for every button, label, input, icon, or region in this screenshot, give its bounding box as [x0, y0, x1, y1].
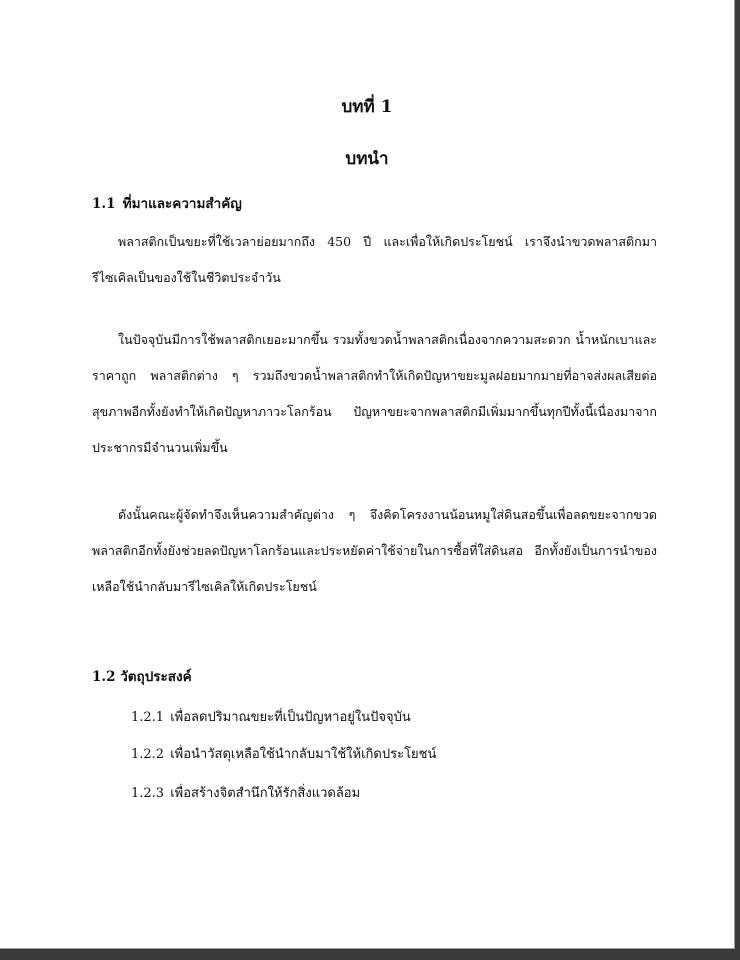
section-title: วัตถุประสงค์	[120, 669, 192, 685]
objective-item	[131, 782, 360, 803]
chapter-number: บทที่ 1	[341, 97, 393, 117]
section-heading-1-1	[92, 192, 242, 214]
objective-number: 1.2.2	[131, 747, 165, 762]
objective-number: 1.2.3	[131, 786, 165, 801]
paragraph-text: ในปัจจุบันมีการใช้พลาสติกเยอะมากขึ้น รวมทั้งขวดน้ำพลาสติกเนื่องจากความสะดวก น้ำหนักเบาและราคาถูก พลาสติกต่าง ๆ รวมถึงขวดน้ำพลาสติกทำให้เกิดปัญหาขยะมูลฝอยมากมายที่อาจส่งผลเสียต่อสุขภาพอีกทั้งยังทำให้เกิดปัญหาภาวะโลกร้อน ปัญหาขยะจากพลาสติกมีเพิ่มมากขึ้นทุกปีทั้งนี้เนื่องมาจากประชากรมีจำนวนเพิ่มขึ้น	[92, 332, 657, 455]
paragraph	[92, 224, 657, 296]
paragraph-text: พลาสติกเป็นขยะที่ใช้เวลาย่อยมากถึง 450 ปี และเพื่อให้เกิดประโยชน์ เราจึงนำขวดพลาสติกมารีไซเคิลเป็นของใช้ในชีวิตประจำวัน	[92, 234, 657, 285]
chapter-title: บทนำ	[345, 149, 389, 169]
paragraph-text: ดังนั้นคณะผู้จัดทำจึงเห็นความสำคัญต่าง ๆ จึงคิดโครงงานน้อนหมูใส่ดินสอขึ้นเพื่อลดขยะจากขวดพลาสติกอีกทั้งยังช่วยลดปัญหาโลกร้อนและประหยัดค่าใช้จ่ายในการซื้อที่ใส่ดินสอ อีกทั้งยังเป็นการนำของเหลือใช้นำกลับมารีไซเคิลให้เกิดประโยชน์	[92, 507, 657, 594]
objective-text: เพื่อนำวัสดุเหลือใช้นำกลับมาใช้ให้เกิดประโยชน์	[170, 747, 437, 762]
objective-text: เพื่อลดปริมาณขยะที่เป็นปัญหาอยู่ในปัจจุบัน	[170, 710, 411, 725]
section-heading-1-2	[92, 665, 192, 687]
paragraph	[92, 322, 657, 466]
section-title: ที่มาและความสำคัญ	[122, 196, 242, 212]
section-number: 1.1	[92, 196, 116, 212]
section-number: 1.2	[92, 669, 116, 685]
objective-item	[131, 743, 436, 764]
objective-item	[131, 706, 411, 727]
paragraph	[92, 497, 657, 605]
objective-number: 1.2.1	[131, 710, 165, 725]
objective-text: เพื่อสร้างจิตสำนึกให้รักสิ่งแวดล้อม	[170, 786, 361, 801]
